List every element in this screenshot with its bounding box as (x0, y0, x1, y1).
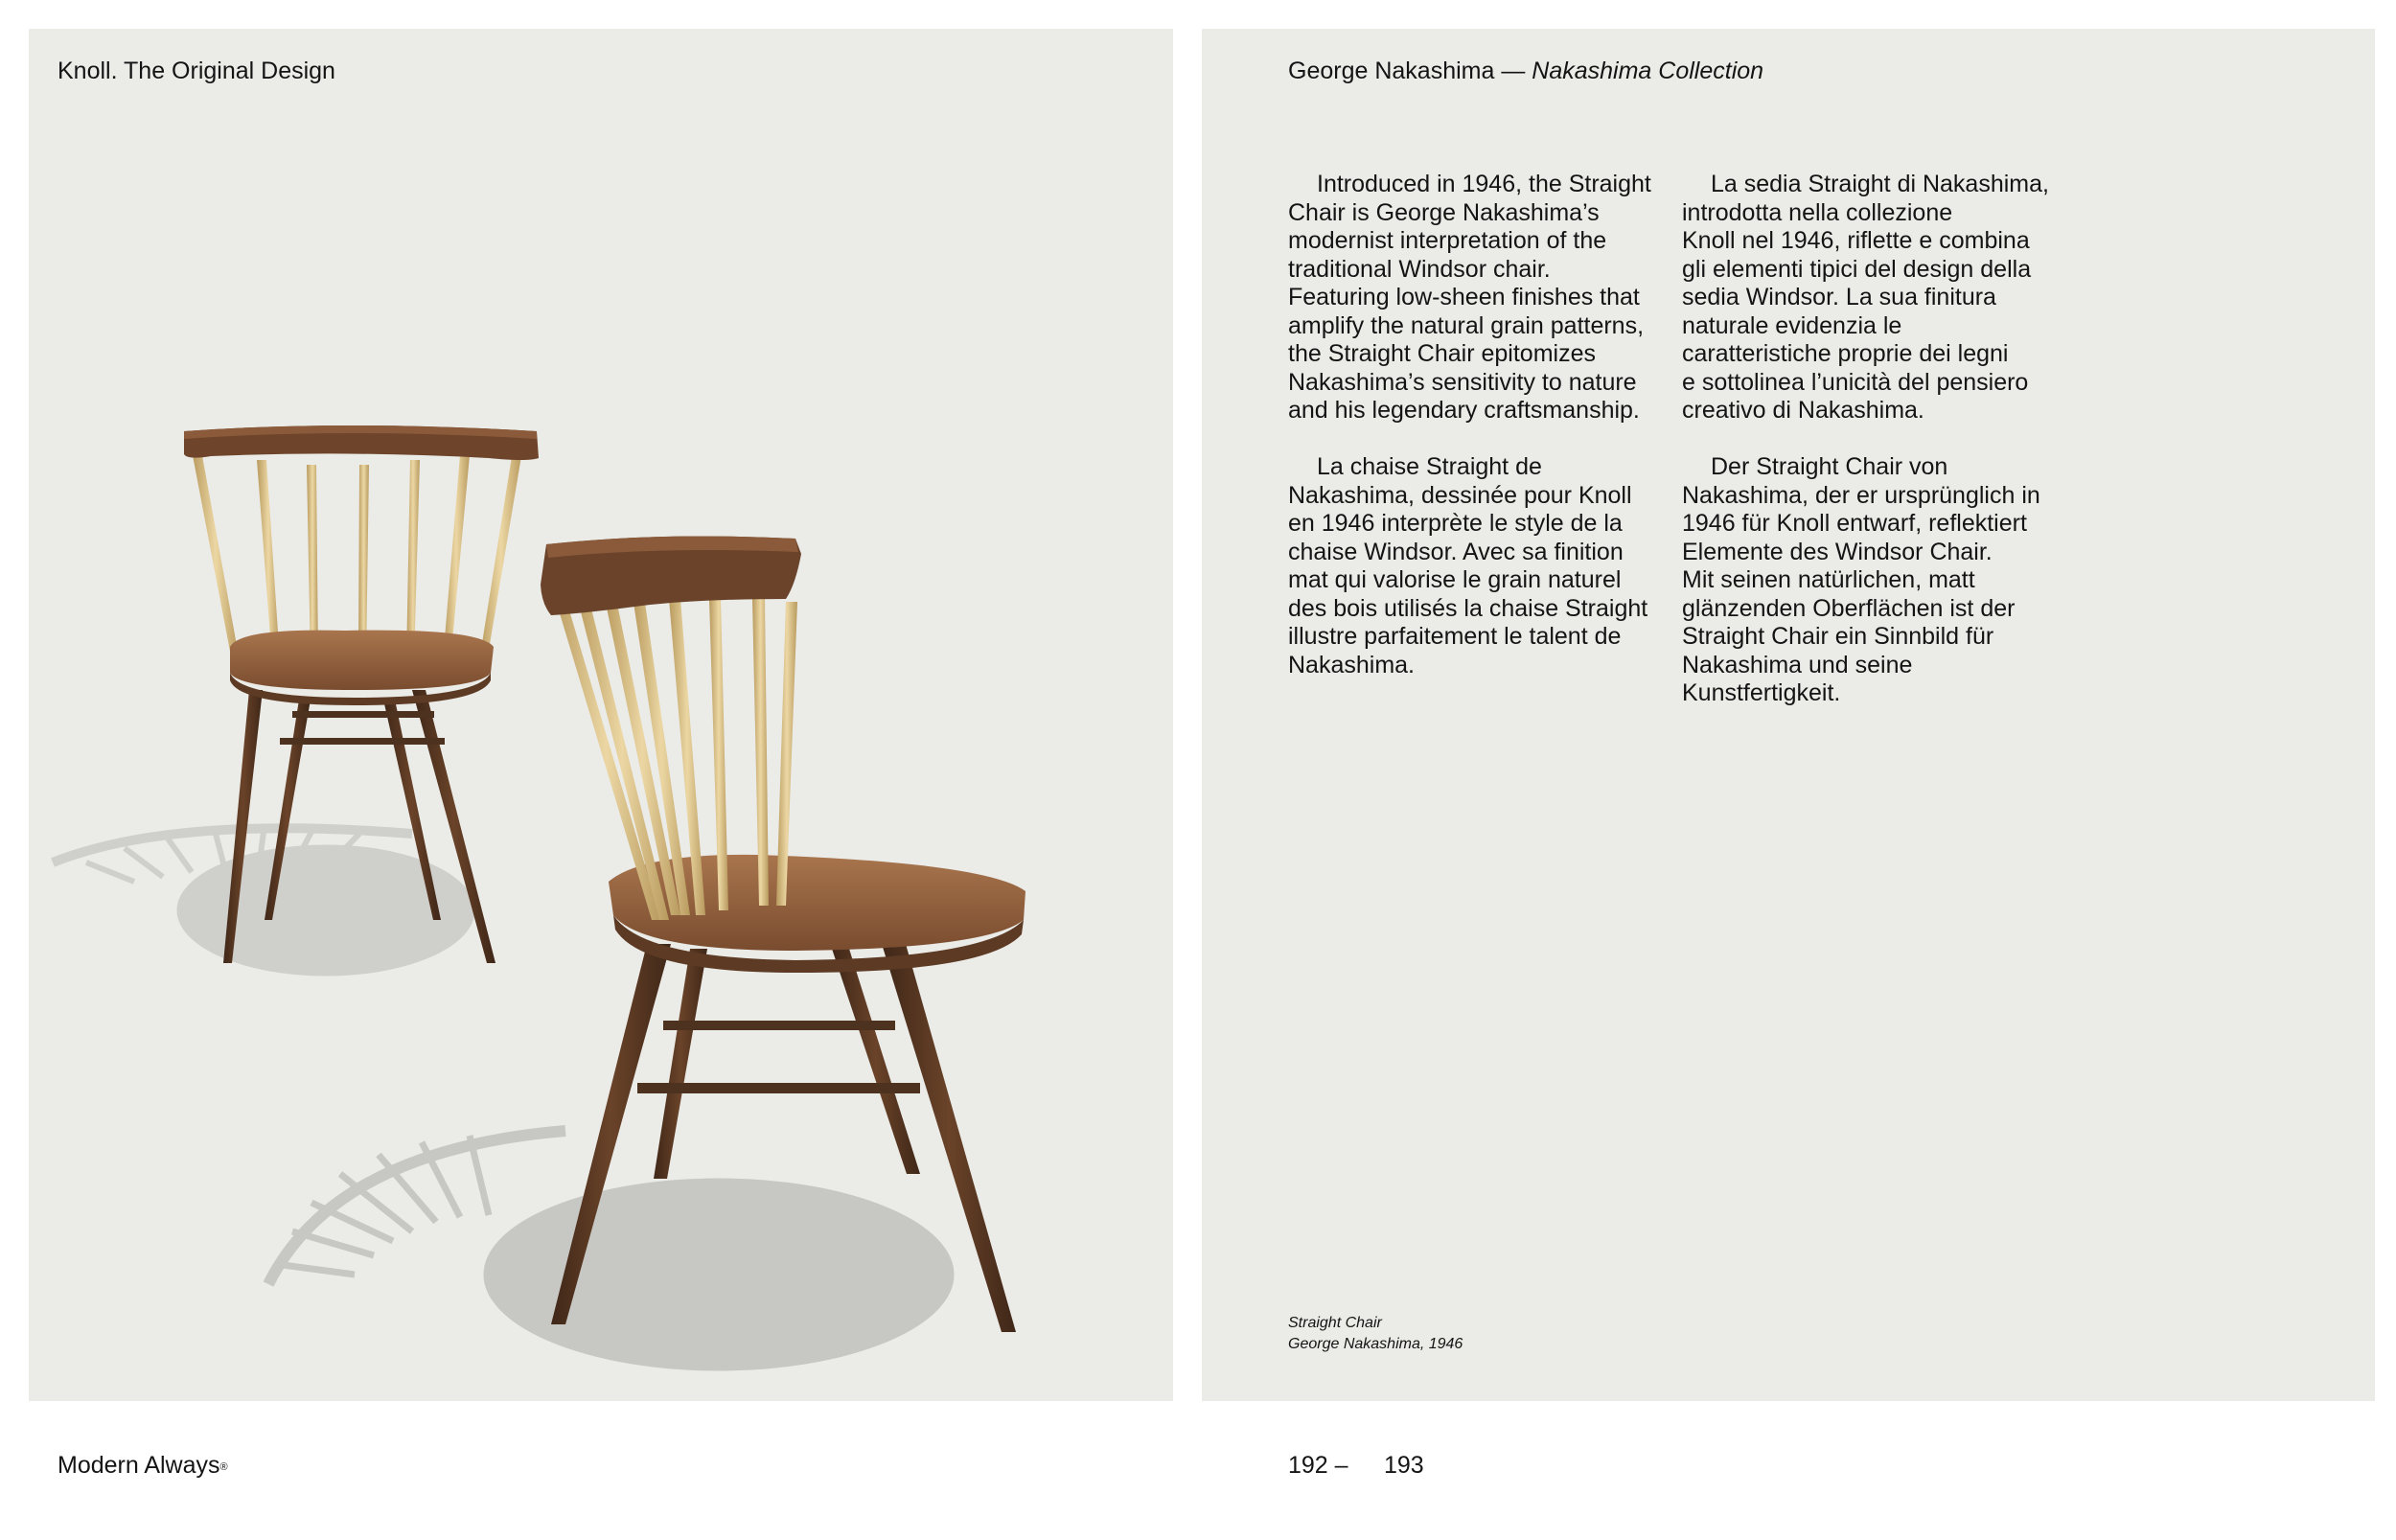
left-page-header: Knoll. The Original Design (58, 57, 335, 84)
text-line: 1946 für Knoll entwarf, reflektiert (1682, 510, 2027, 537)
paragraph-german (1682, 453, 2075, 708)
footer-brand (58, 1450, 228, 1481)
text-line: illustre parfaitement le talent de (1288, 623, 1622, 650)
text-line: amplify the natural grain patterns, (1288, 311, 1645, 339)
text-line: glänzenden Oberflächen ist der (1682, 594, 2016, 622)
text-line: Nakashima, dessinée pour Knoll (1288, 481, 1632, 509)
text-line: Nakashima, der er ursprünglich in (1682, 481, 2040, 509)
text-line: and his legendary craftsmanship. (1288, 397, 1640, 424)
chair-front-shadow (268, 1131, 954, 1370)
text-line: caratteristiche proprie dei legni (1682, 340, 2009, 367)
paragraph-english (1288, 171, 1681, 425)
text-line: introdotta nella collezione (1682, 198, 1953, 226)
designer-name: George Nakashima — (1288, 57, 1526, 84)
text-line: Knoll nel 1946, riflette e combina (1682, 227, 2030, 254)
registered-mark: ® (219, 1461, 228, 1473)
text-line: gli elementi tipici del design della (1682, 255, 2032, 283)
text-line: La chaise Straight de (1317, 453, 1542, 480)
photo-caption (1288, 1313, 1463, 1355)
text-line: chaise Windsor. Avec sa finition (1288, 538, 1624, 565)
text-line: Nakashima. (1288, 651, 1415, 678)
text-line: Mit seinen natürlichen, matt (1682, 566, 1975, 593)
text-column-right (1682, 171, 2075, 736)
caption-credit: George Nakashima, 1946 (1288, 1336, 1463, 1352)
chair-back-shadow (53, 828, 474, 976)
text-line: Chair is George Nakashima’s (1288, 198, 1600, 226)
text-line: creativo di Nakashima. (1682, 397, 1924, 424)
text-line: mat qui valorise le grain naturel (1288, 566, 1622, 593)
right-page-header (1288, 56, 1763, 86)
caption-title: Straight Chair (1288, 1315, 1382, 1331)
text-line: traditional Windsor chair. (1288, 255, 1551, 283)
text-line: Featuring low-sheen finishes that (1288, 284, 1640, 310)
text-line: en 1946 interprète le style de la (1288, 510, 1623, 537)
text-line: Introduced in 1946, the Straight (1317, 171, 1651, 197)
straight-chairs-photo (29, 29, 1173, 1401)
text-line: Kunstfertigkeit. (1682, 679, 1841, 706)
text-line: sedia Windsor. La sua finitura (1682, 284, 1996, 310)
text-line: Straight Chair ein Sinnbild für (1682, 623, 1994, 650)
paragraph-italian (1682, 171, 2075, 425)
left-page-panel (29, 29, 1173, 1401)
text-line: des bois utilisés la chaise Straight (1288, 594, 1648, 622)
right-page-panel (1202, 29, 2375, 1401)
text-column-left (1288, 171, 1681, 708)
text-line: the Straight Chair epitomizes (1288, 340, 1596, 367)
text-line: Der Straight Chair von (1711, 453, 1948, 480)
text-line: Elemente des Windsor Chair. (1682, 538, 1993, 565)
text-line: La sedia Straight di Nakashima, (1711, 171, 2049, 197)
text-line: Nakashima und seine (1682, 651, 1913, 678)
page-number-right: 193 (1384, 1452, 1424, 1479)
text-line: modernist interpretation of the (1288, 227, 1607, 254)
page-number-left: 192 – (1288, 1452, 1348, 1479)
paragraph-french (1288, 453, 1681, 679)
collection-name: Nakashima Collection (1532, 57, 1764, 84)
text-line: Nakashima’s sensitivity to nature (1288, 368, 1637, 396)
text-line: e sottolinea l’unicità del pensiero (1682, 368, 2029, 396)
text-line: naturale evidenzia le (1682, 311, 1902, 339)
brand-name: Modern Always (58, 1452, 220, 1479)
